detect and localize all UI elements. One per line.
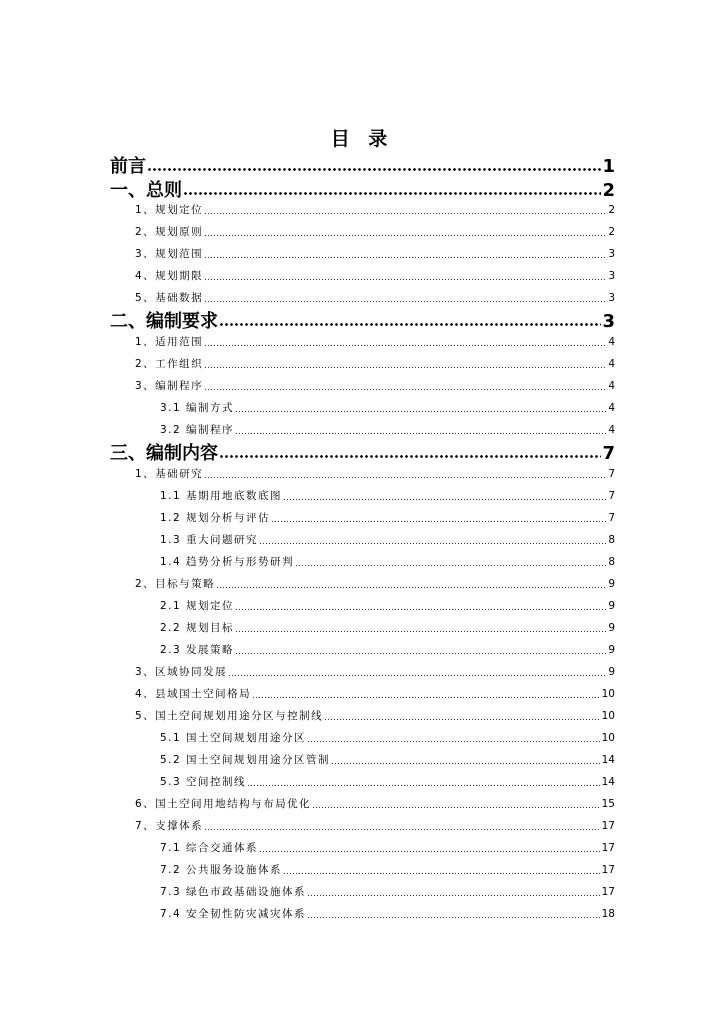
dot-leader <box>307 906 601 924</box>
toc-page-number: 9 <box>608 622 615 634</box>
toc-entry-label: 1.1 基期用地底数底图 <box>160 490 283 502</box>
dot-leader <box>259 532 607 550</box>
toc-entry[interactable] <box>160 862 615 880</box>
toc-entry[interactable] <box>160 488 615 506</box>
toc-entry-label: 7、支撑体系 <box>135 820 204 832</box>
toc-entry[interactable] <box>135 708 615 726</box>
toc-entry[interactable] <box>160 884 615 902</box>
toc-entry-label: 4、县域国土空间格局 <box>135 688 252 700</box>
toc-entry[interactable] <box>160 774 615 792</box>
toc-entry[interactable] <box>160 906 615 924</box>
toc-entry-label: 3、区域协同发展 <box>135 666 228 678</box>
dot-leader <box>283 488 607 506</box>
toc-entry[interactable] <box>160 620 615 638</box>
toc-page-number: 9 <box>608 666 615 678</box>
dot-leader <box>204 224 607 242</box>
toc-page-number: 3 <box>608 248 615 260</box>
toc-entry-label: 5.2 国土空间规划用途分区管制 <box>160 754 331 766</box>
toc-entry[interactable] <box>135 356 615 374</box>
dot-leader <box>259 840 601 858</box>
toc-entry[interactable] <box>160 422 615 440</box>
toc-entry-label: 3.1 编制方式 <box>160 402 235 414</box>
dot-leader <box>228 664 607 682</box>
toc-entry-label: 5、基础数据 <box>135 292 204 304</box>
toc-entry-label: 1.2 规划分析与评估 <box>160 512 271 524</box>
toc-chapter-entry[interactable] <box>110 439 615 463</box>
dot-leader <box>307 730 601 748</box>
dot-leader <box>204 268 607 286</box>
toc-entry-label: 一、总则 <box>110 180 182 200</box>
toc-entry-label: 3、编制程序 <box>135 380 204 392</box>
dot-leader <box>235 642 607 660</box>
dot-leader <box>295 554 607 572</box>
toc-entry[interactable] <box>135 224 615 242</box>
toc-entry[interactable] <box>160 730 615 748</box>
dot-leader <box>307 884 601 902</box>
dot-leader <box>147 152 601 176</box>
toc-page-number: 18 <box>601 908 615 920</box>
dot-leader <box>247 774 601 792</box>
dot-leader <box>324 708 600 726</box>
toc-page-number: 4 <box>608 424 615 436</box>
dot-leader <box>204 378 607 396</box>
toc-page-number: 4 <box>608 380 615 392</box>
toc-page-number: 4 <box>608 358 615 370</box>
dot-leader <box>252 686 600 704</box>
toc-page-number: 9 <box>608 600 615 612</box>
toc-page-number: 2 <box>608 226 615 238</box>
toc-entry-label: 7.3 绿色市政基础设施体系 <box>160 886 307 898</box>
toc-chapter-entry[interactable] <box>110 152 615 176</box>
toc-page-number: 7 <box>602 443 615 463</box>
toc-entry-label: 5.1 国土空间规划用途分区 <box>160 732 307 744</box>
toc-page-number: 3 <box>608 270 615 282</box>
toc-entry[interactable] <box>135 290 615 308</box>
toc-entry[interactable] <box>135 334 615 352</box>
toc-entry[interactable] <box>160 400 615 418</box>
toc-page-number: 8 <box>608 556 615 568</box>
toc-entry[interactable] <box>135 664 615 682</box>
toc-entry-label: 4、规划期限 <box>135 270 204 282</box>
toc-chapter-entry[interactable] <box>110 176 615 200</box>
toc-entry-label: 7.2 公共服务设施体系 <box>160 864 283 876</box>
dot-leader <box>283 862 601 880</box>
dot-leader <box>219 307 601 331</box>
toc-entry-label: 1、基础研究 <box>135 468 204 480</box>
dot-leader <box>331 752 601 770</box>
toc-page-number: 17 <box>601 842 615 854</box>
toc-page-number: 1 <box>602 156 615 176</box>
toc-page-number: 10 <box>601 732 615 744</box>
toc-page-number: 9 <box>608 578 615 590</box>
dot-leader <box>204 356 607 374</box>
toc-entry[interactable] <box>160 642 615 660</box>
toc-page-number: 2 <box>608 204 615 216</box>
toc-entry-label: 1.3 重大问题研究 <box>160 534 259 546</box>
toc-entry-label: 2、目标与策略 <box>135 578 216 590</box>
toc-page-number: 7 <box>608 468 615 480</box>
toc-entry[interactable] <box>160 532 615 550</box>
toc-entry-label: 1、适用范围 <box>135 336 204 348</box>
toc-entry[interactable] <box>160 598 615 616</box>
dot-leader <box>271 510 607 528</box>
toc-entry-label: 2.2 规划目标 <box>160 622 235 634</box>
dot-leader <box>183 176 601 200</box>
toc-entry[interactable] <box>135 246 615 264</box>
dot-leader <box>204 818 600 836</box>
toc-entry[interactable] <box>135 268 615 286</box>
toc-entry[interactable] <box>135 576 615 594</box>
toc-entry[interactable] <box>160 554 615 572</box>
toc-entry-label: 2、工作组织 <box>135 358 204 370</box>
toc-chapter-entry[interactable] <box>110 307 615 331</box>
toc-entry-label: 5.3 空间控制线 <box>160 776 247 788</box>
toc-page-number: 17 <box>601 886 615 898</box>
dot-leader <box>216 576 607 594</box>
toc-entry-label: 2.1 规划定位 <box>160 600 235 612</box>
dot-leader <box>235 400 607 418</box>
dot-leader <box>204 246 607 264</box>
dot-leader <box>235 620 607 638</box>
toc-page-number: 7 <box>608 490 615 502</box>
dot-leader <box>204 290 607 308</box>
toc-entry-label: 2、规划原则 <box>135 226 204 238</box>
toc-entry[interactable] <box>160 510 615 528</box>
toc-page-number: 10 <box>601 688 615 700</box>
toc-entry[interactable] <box>135 202 615 220</box>
dot-leader <box>204 202 607 220</box>
dot-leader <box>235 422 607 440</box>
toc-page-number: 14 <box>601 776 615 788</box>
toc-entry-label: 三、编制内容 <box>110 443 218 463</box>
page-title: 目 录 <box>330 128 394 150</box>
toc-page-number: 3 <box>602 311 615 331</box>
toc-page-number: 17 <box>601 820 615 832</box>
toc-entry[interactable] <box>135 796 615 814</box>
toc-page-number: 14 <box>601 754 615 766</box>
toc-page-number: 3 <box>608 292 615 304</box>
toc-page-number: 7 <box>608 512 615 524</box>
toc-page-number: 15 <box>601 798 615 810</box>
toc-entry[interactable] <box>135 378 615 396</box>
toc-entry[interactable] <box>160 752 615 770</box>
toc-entry-label: 1、规划定位 <box>135 204 204 216</box>
toc-entry-label: 7.1 综合交通体系 <box>160 842 259 854</box>
dot-leader <box>312 796 600 814</box>
toc-entry-label: 3.2 编制程序 <box>160 424 235 436</box>
toc-entry-label: 1.4 趋势分析与形势研判 <box>160 556 295 568</box>
toc-entry[interactable] <box>135 686 615 704</box>
toc-page-number: 10 <box>601 710 615 722</box>
toc-entry[interactable] <box>135 466 615 484</box>
dot-leader <box>235 598 607 616</box>
dot-leader <box>204 466 607 484</box>
dot-leader <box>219 439 601 463</box>
toc-page-number: 9 <box>608 644 615 656</box>
toc-entry[interactable] <box>160 840 615 858</box>
toc-entry-label: 3、规划范围 <box>135 248 204 260</box>
toc-page-number: 2 <box>602 180 615 200</box>
toc-entry-label: 2.3 发展策略 <box>160 644 235 656</box>
toc-entry-label: 7.4 安全韧性防灾减灾体系 <box>160 908 307 920</box>
toc-entry[interactable] <box>135 818 615 836</box>
toc-page-number: 17 <box>601 864 615 876</box>
toc-entry-label: 5、国土空间规划用途分区与控制线 <box>135 710 324 722</box>
toc-page-number: 4 <box>608 402 615 414</box>
dot-leader <box>204 334 607 352</box>
toc-page-number: 4 <box>608 336 615 348</box>
toc-entry-label: 6、国土空间用地结构与布局优化 <box>135 798 312 810</box>
toc-entry-label: 二、编制要求 <box>110 311 218 331</box>
toc-page-number: 8 <box>608 534 615 546</box>
toc-entry-label: 前言 <box>110 156 146 176</box>
